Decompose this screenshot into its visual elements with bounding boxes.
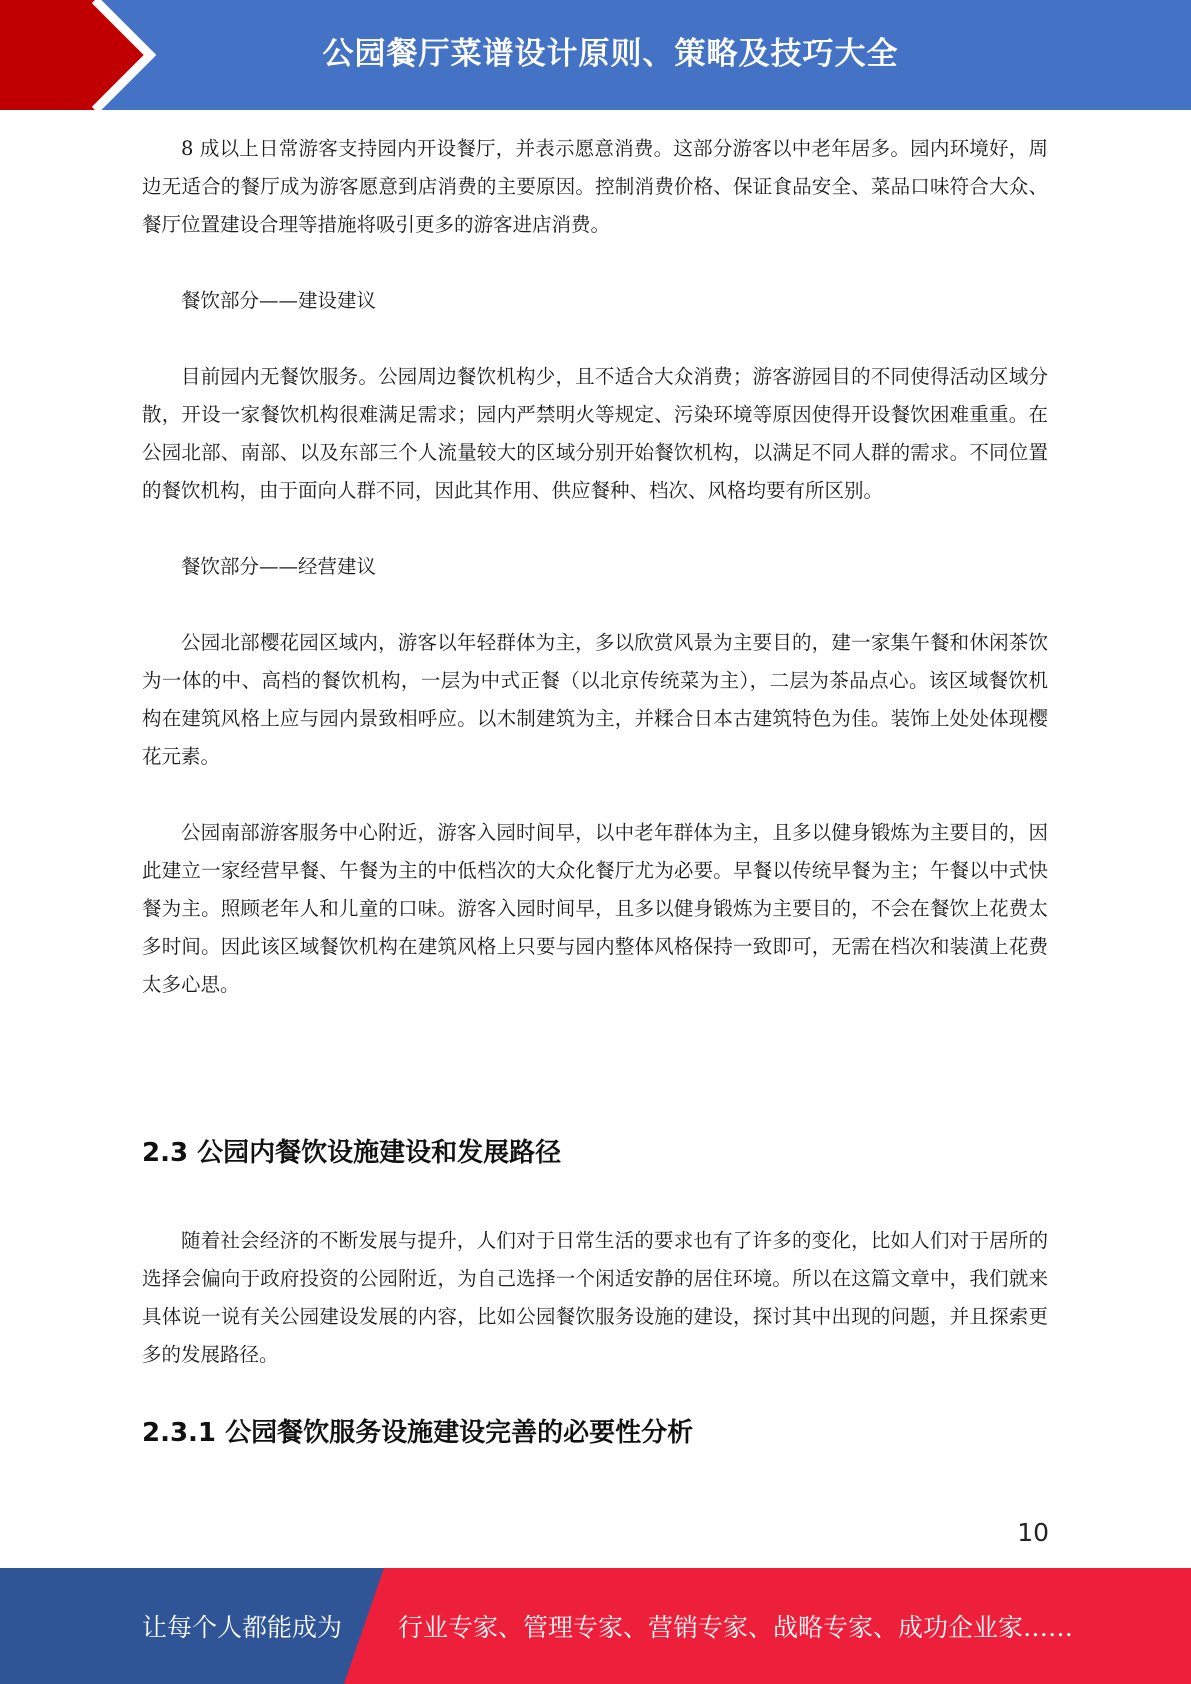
section-heading-2-3-1 [142, 1412, 1048, 1449]
footer-slogan-left: 让每个人都能成为 [142, 1613, 343, 1642]
section-heading-2-3 [142, 1132, 1048, 1169]
page-footer [0, 1568, 1191, 1684]
paragraph-north-area: 公园北部樱花园区域内，游客以年轻群体为主，多以欣赏风景为主要目的，建一家集午餐和休闲茶饮为一体的中、高档的餐饮机构，一层为中式正餐（以北京传统菜为主），二层为茶品点心。该区域餐饮机构在建筑风格上应与园内景致相呼应。以木制建筑为主，并糅合日本古建筑特色为佳。装饰上处处体现樱花元素。 [142, 631, 1048, 768]
subheading-operation: 餐饮部分——经营建议 [181, 555, 377, 578]
footer-slogan-right: 行业专家、管理专家、营销专家、战略专家、成功企业家…… [398, 1613, 1074, 1642]
paragraph-visitor-support: 8 成以上日常游客支持园内开设餐厅，并表示愿意消费。这部分游客以中老年居多。园内环境好，周边无适合的餐厅成为游客愿意到店消费的主要原因。控制消费价格、保证食品安全、菜品口味符合大众、餐厅位置建设合理等措施将吸引更多的游客进店消费。 [142, 137, 1048, 236]
paragraph-south-area: 公园南部游客服务中心附近，游客入园时间早，以中老年群体为主，且多以健身锻炼为主要目的，因此建立一家经营早餐、午餐为主的中低档次的大众化餐厅尤为必要。早餐以传统早餐为主；午餐以中式快餐为主。照顾老年人和儿童的口味。游客入园时间早，且多以健身锻炼为主要目的，不会在餐饮上花费太多时间。因此该区域餐饮机构在建筑风格上只要与园内整体风格保持一致即可，无需在档次和装潢上花费太多心思。 [142, 821, 1048, 996]
heading-2-3: 2.3 公园内餐饮设施建设和发展路径 [142, 1138, 562, 1168]
document-title: 公园餐厅菜谱设计原则、策略及技巧大全 [322, 36, 899, 72]
subheading-construction: 餐饮部分——建设建议 [181, 289, 377, 312]
page-number: 10 [1017, 1518, 1049, 1547]
section-2-3-body [142, 1222, 1048, 1374]
paragraph-development: 随着社会经济的不断发展与提升，人们对于日常生活的要求也有了许多的变化，比如人们对于居所的选择会偏向于政府投资的公园附近，为自己选择一个闲适安静的居住环境。所以在这篇文章中，我们就来具体说一说有关公园建设发展的内容，比如公园餐饮服务设施的建设，探讨其中出现的问题，并且探索更多的发展路径。 [142, 1229, 1048, 1366]
paragraph-construction: 目前园内无餐饮服务。公园周边餐饮机构少，且不适合大众消费；游客游园目的不同使得活动区域分散，开设一家餐饮机构很难满足需求；园内严禁明火等规定、污染环境等原因使得开设餐饮困难重重。在公园北部、南部、以及东部三个人流量较大的区域分别开始餐饮机构，以满足不同人群的需求。不同位置的餐饮机构，由于面向人群不同，因此其作用、供应餐种、档次、风格均要有所区别。 [142, 365, 1048, 502]
main-content [142, 130, 1048, 1004]
page-header [0, 0, 1191, 110]
heading-2-3-1: 2.3.1 公园餐饮服务设施建设完善的必要性分析 [142, 1418, 694, 1448]
